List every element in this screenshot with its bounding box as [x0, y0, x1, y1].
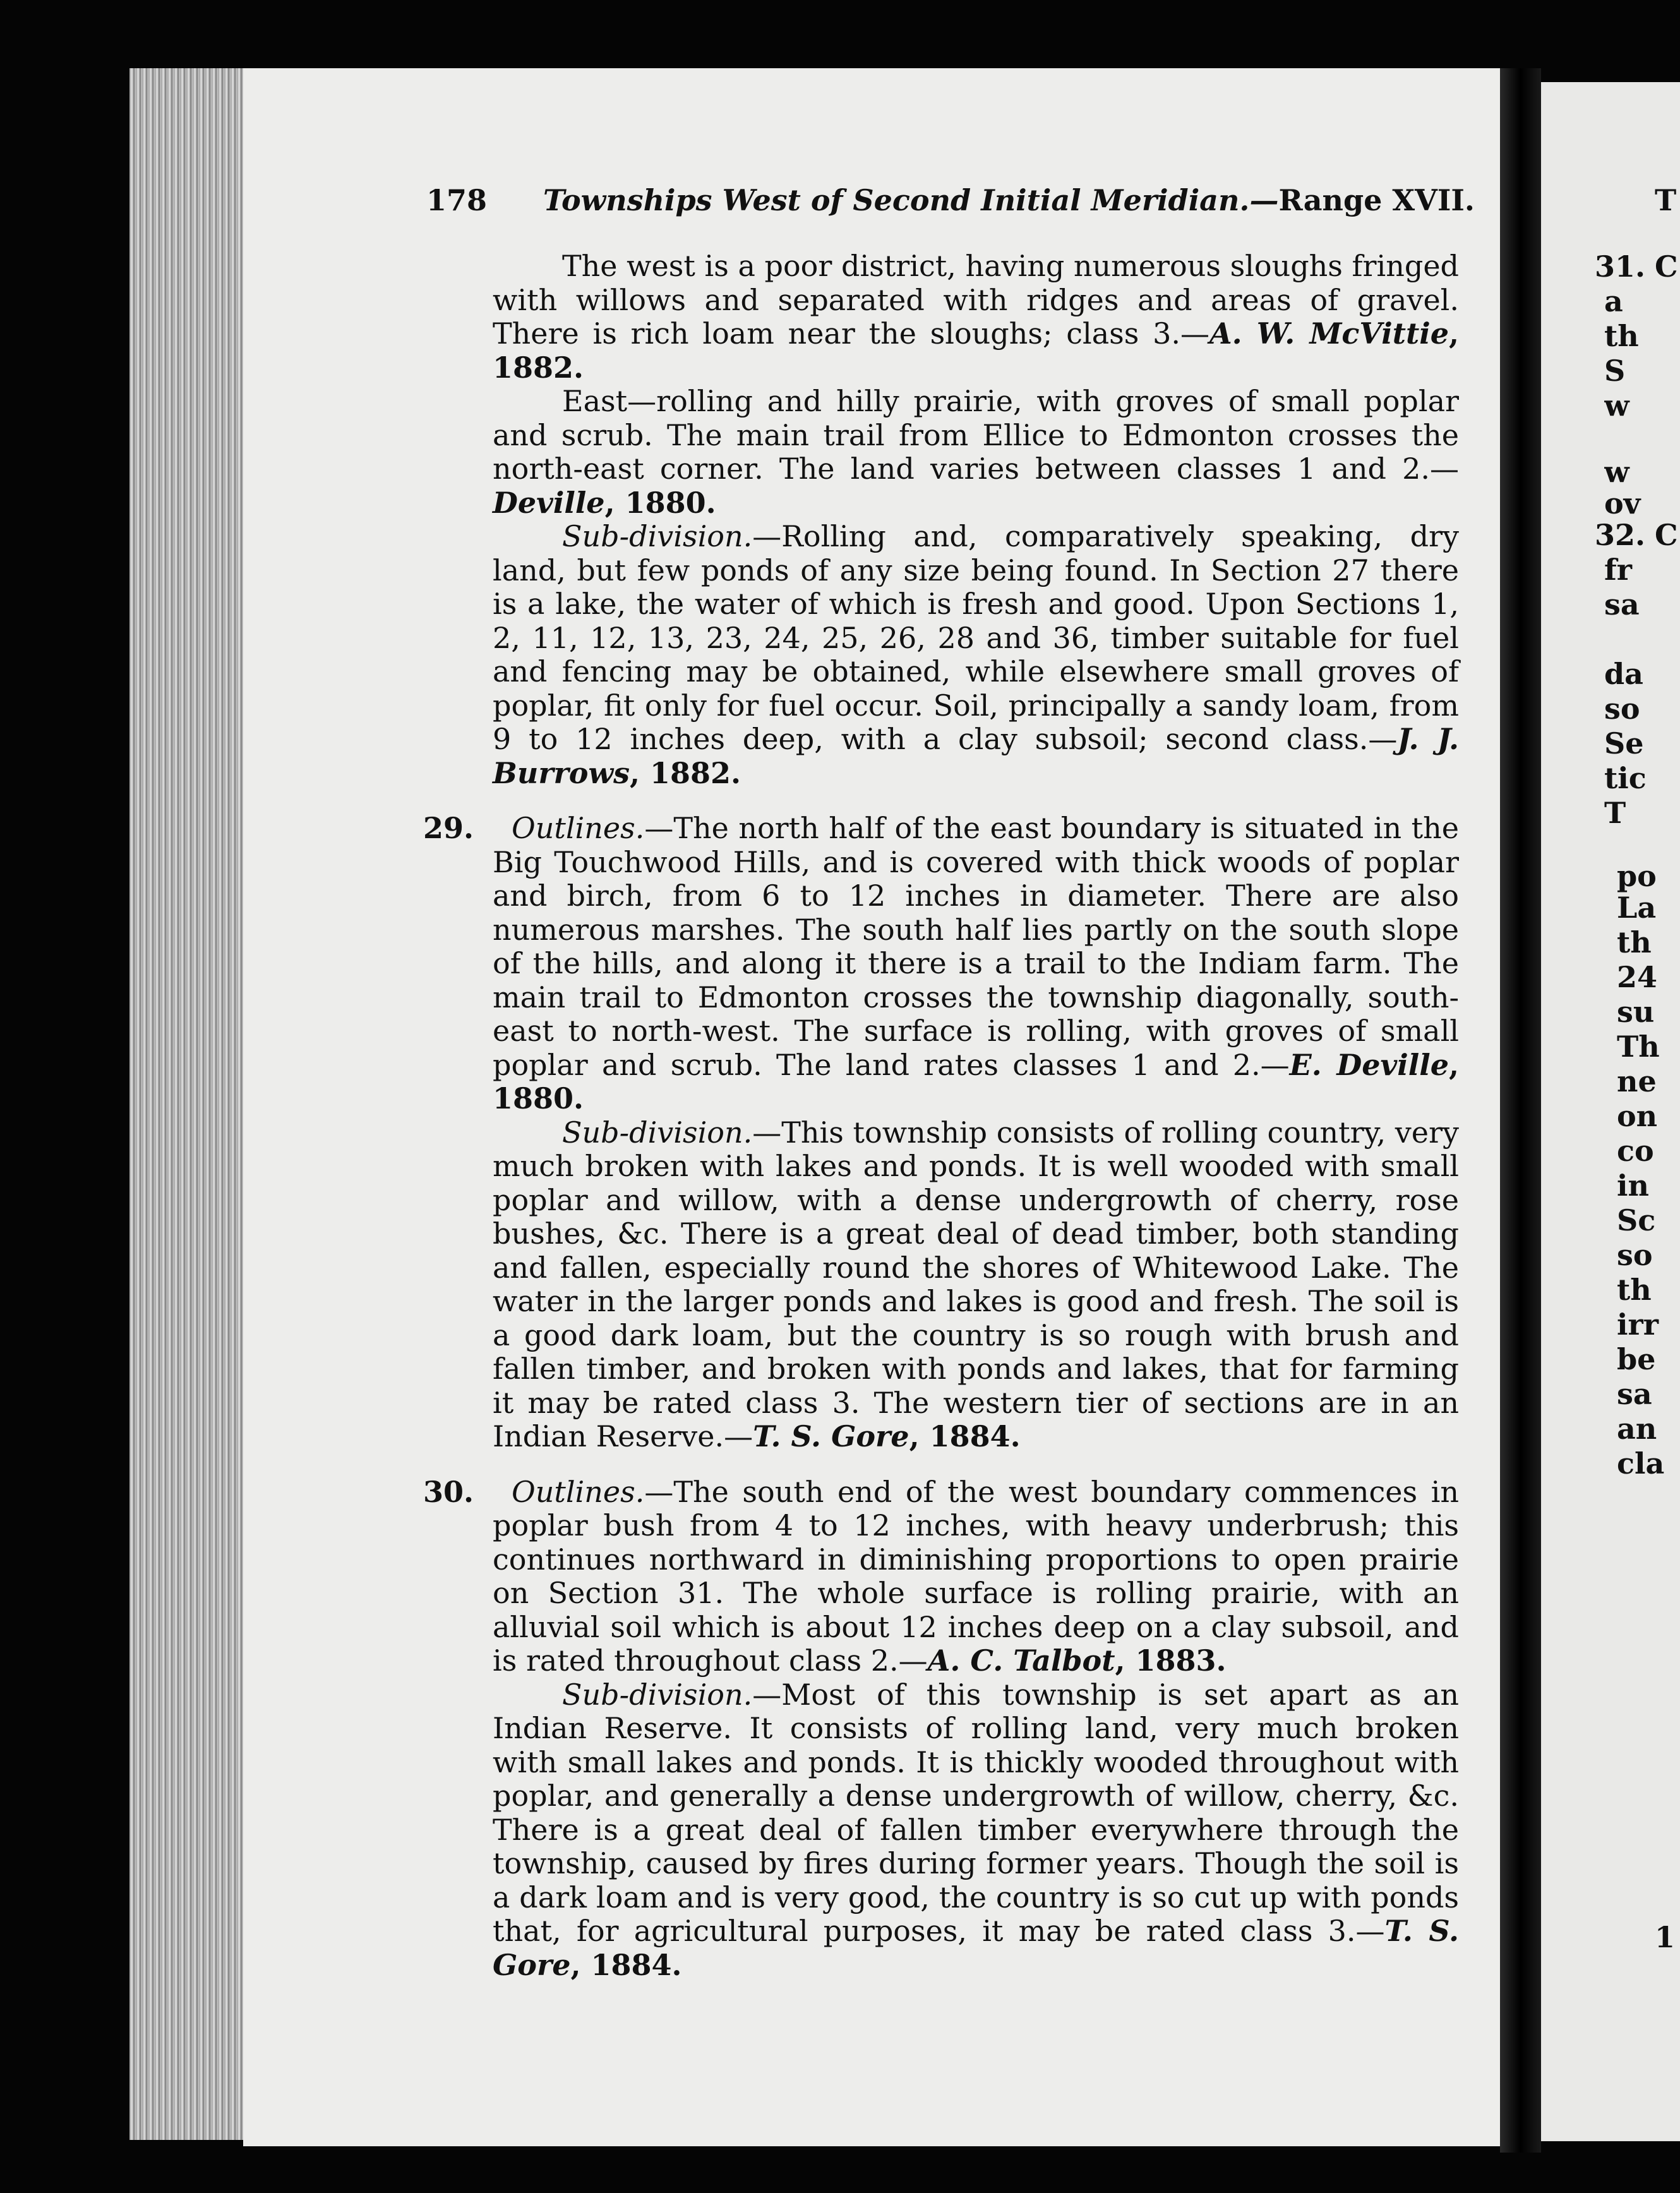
next-page-number-31: 31.: [1595, 249, 1646, 284]
author: T. S. Gore: [753, 1419, 909, 1453]
next-page-line-fragment: so: [1604, 692, 1640, 726]
paragraph-west: The west is a poor district, having numerous sloughs fringed with willows and separated with ridges and areas of gravel. There is rich loam near the sloughs; class 3.—A. W. McVittie, 1882.: [493, 249, 1459, 385]
running-title: [543, 183, 1475, 217]
section-label: Outlines.: [512, 811, 645, 845]
author: J. J. Burrows: [493, 722, 1460, 790]
next-page-line-fragment: C: [1655, 518, 1678, 552]
next-page-line-fragment: ne: [1617, 1064, 1657, 1098]
next-page-line-fragment: so: [1617, 1238, 1653, 1272]
next-page-line-fragment: 24: [1617, 960, 1658, 994]
next-page-line-fragment: irr: [1617, 1307, 1659, 1342]
next-page-line-fragment: tic: [1604, 761, 1647, 795]
next-page-line-fragment: C: [1655, 249, 1678, 284]
year: , 1880.: [604, 485, 716, 520]
next-page-line-fragment: w: [1604, 388, 1629, 423]
year: , 1880.: [493, 1047, 1459, 1115]
year: , 1882.: [493, 316, 1459, 385]
next-page-line-fragment: th: [1617, 1273, 1652, 1307]
next-page-line-fragment: a: [1604, 284, 1623, 318]
next-page-line-fragment: T: [1604, 796, 1626, 830]
next-page-number-32: 32.: [1595, 518, 1646, 552]
next-page-line-fragment: po: [1617, 859, 1657, 893]
next-page-line-fragment: in: [1617, 1169, 1649, 1203]
next-page-line-fragment: th: [1617, 925, 1652, 959]
section-label: Sub-division.: [562, 519, 753, 553]
running-title-text: Townships West of Second Initial Meridian.—: [543, 183, 1279, 217]
book-gutter: [1500, 68, 1541, 2153]
author: E. Deville: [1289, 1047, 1449, 1082]
author: A. C. Talbot: [927, 1643, 1115, 1678]
next-page-line-fragment: Th: [1617, 1030, 1660, 1064]
next-page-line-fragment: be: [1617, 1342, 1656, 1376]
next-page-header: T: [1655, 183, 1677, 217]
author: A. W. McVittie: [1209, 316, 1449, 351]
year: , 1884.: [909, 1419, 1021, 1453]
year: , 1883.: [1115, 1643, 1227, 1678]
section-29-outlines: 29. Outlines.—The north half of the east boundary is situated in the Big Touchwood Hills, and is covered with thick woods of poplar and birch, from 6 to 12 inches in diameter. There are also numerous marshes. The south half lies partly on the south slope of the hills, and along it there is a trail to the Indiam farm. The main trail to Edmonton crosses the township diagonally, south-east to north-west. The surface is rolling, with groves of small poplar and scrub. The land rates classes 1 and 2.—E. Deville, 1880.: [423, 811, 1459, 1115]
township-number: 30.: [423, 1474, 474, 1509]
page-edge-stack: [129, 68, 249, 2140]
next-page-line-fragment: ov: [1604, 486, 1641, 520]
next-page-line-fragment: w: [1604, 455, 1629, 489]
next-page-line-fragment: Se: [1604, 726, 1644, 760]
section-label: Sub-division.: [562, 1677, 753, 1712]
next-page-line-fragment: La: [1617, 891, 1657, 925]
page-body: [423, 249, 1460, 1982]
year: , 1884.: [570, 1947, 682, 1982]
next-page-line-fragment: sa: [1604, 587, 1640, 622]
next-page-line-fragment: fr: [1604, 553, 1633, 587]
next-page-line-fragment: co: [1617, 1134, 1654, 1168]
next-page-line-fragment: on: [1617, 1099, 1658, 1133]
next-page-line-fragment: sa: [1617, 1377, 1652, 1411]
paragraph-east: East—rolling and hilly prairie, with groves of small poplar and scrub. The main trail from Ellice to Edmonton crosses the north-east corner. The land varies between classes 1 and 2.—Deville, 1880.: [493, 384, 1459, 520]
paragraph-subdivision-28: Sub-division.—Rolling and, comparatively speaking, dry land, but few ponds of any size being found. In Section 27 there is a lake, the water of which is fresh and good. Upon Sections 1, 2, 11, 12, 13, 23, 24, 25, 26, 28 and 36, timber suitable for fuel and fencing may be obtained, while elsewhere small groves of poplar, fit only for fuel occur. Soil, principally a sandy loam, from 9 to 12 inches deep, with a clay subsoil; second class.—J. J. Burrows, 1882.: [493, 519, 1460, 790]
section-29-subdivision: Sub-division.—This township consists of rolling country, very much broken with lakes and ponds. It is well wooded with small poplar and willow, with a dense undergrowth of cherry, rose bushes, &c. There is a great deal of dead timber, both standing and fallen, especially round the shores of Whitewood Lake. The water in the larger ponds and lakes is good and fresh. The soil is a good dark loam, but the country is so rough with brush and fallen timber, and broken with ponds and lakes, that for farming it may be rated class 3. The western tier of sections are in an Indian Reserve.—T. S. Gore, 1884.: [493, 1115, 1459, 1453]
next-page-line-fragment: S: [1604, 354, 1626, 388]
next-page-line-fragment: da: [1604, 657, 1643, 691]
next-page-line-fragment: cla: [1617, 1446, 1665, 1481]
section-label: Sub-division.: [562, 1115, 753, 1150]
section-label: Outlines.: [512, 1474, 645, 1509]
next-page-line-fragment: an: [1617, 1412, 1657, 1446]
section-30-outlines: 30. Outlines.—The south end of the west boundary commences in poplar bush from 4 to 12 inches, with heavy underbrush; this continues northward in diminishing proportions to open prairie on Section 31. The whole surface is rolling prairie, with an alluvial soil which is about 12 inches deep on a clay subsoil, and is rated throughout class 2.—A. C. Talbot, 1883.: [423, 1474, 1459, 1678]
township-number: 29.: [423, 811, 474, 845]
next-page-line-fragment: su: [1617, 995, 1655, 1029]
section-30-subdivision: Sub-division.—Most of this township is set apart as an Indian Reserve. It consists of rolling land, very much broken with small lakes and ponds. It is thickly wooded throughout with poplar, and generally a dense undergrowth of willow, cherry, &c. There is a great deal of fallen timber everywhere through the township, caused by fires during former years. Though the soil is a dark loam and is very good, the country is so cut up with ponds that, for agricultural purposes, it may be rated class 3.—T. S. Gore, 1884.: [493, 1677, 1459, 1982]
next-page-line-fragment: 1: [1655, 1920, 1676, 1954]
author: Deville: [493, 485, 605, 520]
page-number: 178: [426, 183, 488, 217]
year: , 1882.: [629, 755, 741, 790]
running-header: [426, 183, 1475, 227]
next-page-line-fragment: th: [1604, 319, 1639, 353]
next-page-line-fragment: Sc: [1617, 1203, 1656, 1237]
author: T. S. Gore: [493, 1914, 1459, 1982]
range-label: Range XVII.: [1278, 183, 1475, 217]
